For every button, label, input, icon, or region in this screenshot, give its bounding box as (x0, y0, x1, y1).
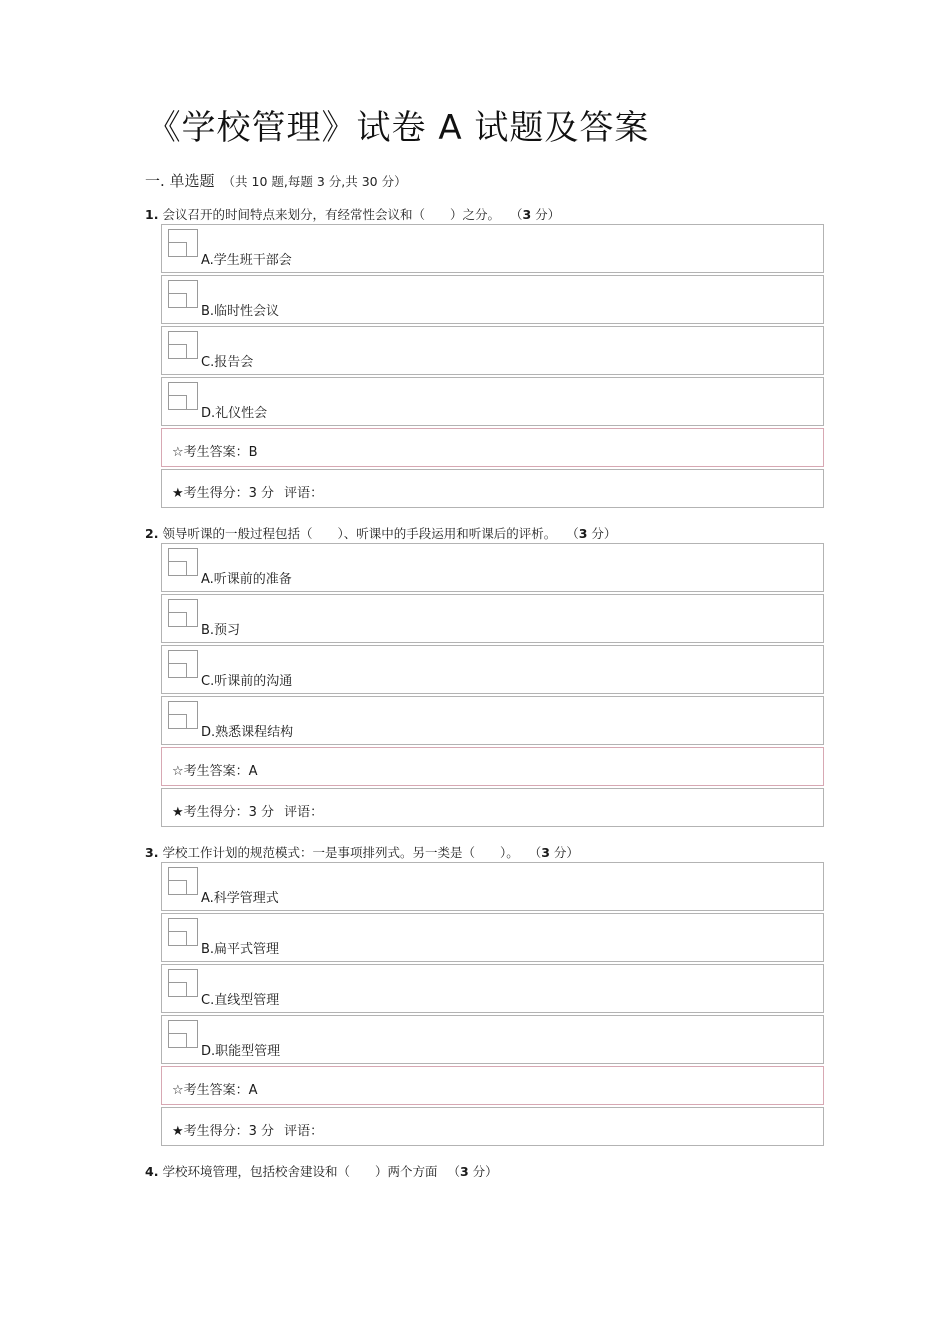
question-header (145, 1163, 825, 1181)
option-checkbox[interactable] (168, 229, 198, 257)
section-note: （共 10 题,每题 3 分,共 30 分） (222, 174, 407, 189)
option-checkbox[interactable] (168, 548, 198, 576)
option-row-d[interactable] (161, 696, 824, 745)
option-label: A.科学管理式 (201, 891, 279, 906)
option-label: A.听课前的准备 (201, 572, 292, 587)
question-text: 会议召开的时间特点来划分，有经常性会议和（ ）之分。 (162, 207, 500, 222)
option-label: C.听课前的沟通 (201, 674, 293, 689)
option-label: B.预习 (201, 623, 241, 638)
option-checkbox[interactable] (168, 1020, 198, 1048)
option-label: D.礼仪性会 (201, 406, 268, 421)
question-2 (145, 525, 825, 827)
option-row-d[interactable] (161, 377, 824, 426)
option-checkbox[interactable] (168, 599, 198, 627)
option-label: D.职能型管理 (201, 1044, 281, 1059)
option-label: A.学生班干部会 (201, 253, 292, 268)
score-row (161, 1107, 824, 1146)
option-label: C.报告会 (201, 355, 254, 370)
option-row-a[interactable] (161, 862, 824, 911)
option-label: D.熟悉课程结构 (201, 725, 294, 740)
question-header (145, 844, 825, 862)
question-points: （3 分） (528, 845, 579, 860)
student-answer: ☆考生答案：A (172, 764, 258, 779)
question-3 (145, 844, 825, 1146)
option-row-c[interactable] (161, 645, 824, 694)
question-header (145, 206, 825, 224)
comment-label: 评语： (284, 805, 324, 820)
question-number: 3. (145, 845, 159, 860)
option-checkbox[interactable] (168, 382, 198, 410)
question-header (145, 525, 825, 543)
option-row-d[interactable] (161, 1015, 824, 1064)
section-label: 一. 单选题 (145, 172, 215, 190)
score-row (161, 788, 824, 827)
option-label: B.临时性会议 (201, 304, 280, 319)
option-label: C.直线型管理 (201, 993, 280, 1008)
document-title: 《学校管理》试卷 A 试题及答案 (146, 108, 650, 148)
question-1 (145, 206, 825, 508)
option-row-b[interactable] (161, 275, 824, 324)
student-answer-row (161, 428, 824, 467)
question-4 (145, 1163, 825, 1181)
question-text: 学校环境管理，包括校舍建设和（ ）两个方面 (162, 1164, 438, 1179)
option-row-b[interactable] (161, 913, 824, 962)
option-row-c[interactable] (161, 964, 824, 1013)
question-points: （3 分） (447, 1164, 498, 1179)
option-row-a[interactable] (161, 224, 824, 273)
option-checkbox[interactable] (168, 867, 198, 895)
student-answer: ☆考生答案：A (172, 1083, 258, 1098)
option-checkbox[interactable] (168, 969, 198, 997)
option-checkbox[interactable] (168, 331, 198, 359)
option-row-c[interactable] (161, 326, 824, 375)
question-text: 学校工作计划的规范模式：一是事项排列式。另一类是（ ）。 (162, 845, 519, 860)
question-number: 2. (145, 526, 159, 541)
question-text: 领导听课的一般过程包括（ ）、听课中的手段运用和听课后的评析。 (162, 526, 557, 541)
option-checkbox[interactable] (168, 701, 198, 729)
student-answer: ☆考生答案：B (172, 445, 258, 460)
option-label: B.扁平式管理 (201, 942, 280, 957)
option-checkbox[interactable] (168, 280, 198, 308)
section-heading (145, 170, 407, 191)
question-number: 1. (145, 207, 159, 222)
option-checkbox[interactable] (168, 650, 198, 678)
option-checkbox[interactable] (168, 918, 198, 946)
option-row-a[interactable] (161, 543, 824, 592)
question-number: 4. (145, 1164, 159, 1179)
option-row-b[interactable] (161, 594, 824, 643)
student-score: ★考生得分：3 分 (172, 486, 275, 501)
comment-label: 评语： (284, 486, 324, 501)
score-row (161, 469, 824, 508)
question-points: （3 分） (509, 207, 561, 222)
student-score: ★考生得分：3 分 (172, 805, 275, 820)
question-points: （3 分） (566, 526, 617, 541)
student-score: ★考生得分：3 分 (172, 1124, 275, 1139)
student-answer-row (161, 1066, 824, 1105)
student-answer-row (161, 747, 824, 786)
comment-label: 评语： (284, 1124, 324, 1139)
